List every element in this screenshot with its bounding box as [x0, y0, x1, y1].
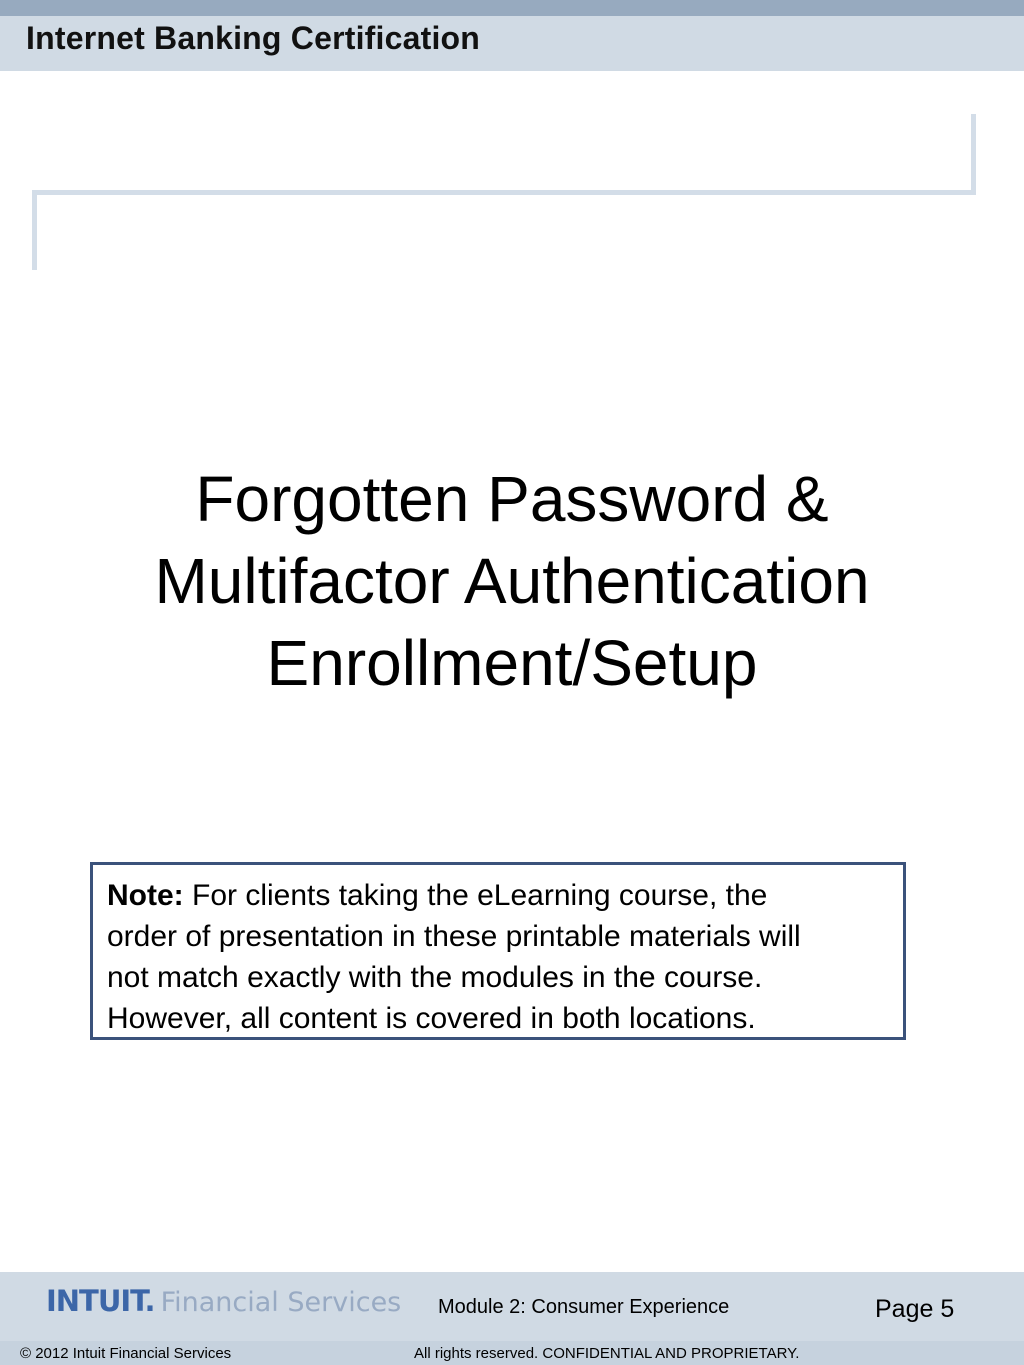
note-line-2: order of presentation in these printable materials will — [107, 920, 801, 953]
rights-text: All rights reserved. CONFIDENTIAL AND PROPRIETARY. — [414, 1345, 800, 1362]
note-line-3: not match exactly with the modules in the course. — [107, 961, 763, 994]
note-line-4: However, all content is covered in both locations. — [107, 1002, 756, 1035]
decorative-frame-right-line — [971, 114, 976, 194]
decorative-frame-horizontal-line — [32, 190, 976, 195]
module-label: Module 2: Consumer Experience — [438, 1296, 730, 1318]
copyright-text: © 2012 Intuit Financial Services — [20, 1345, 232, 1362]
note-line-1 — [107, 875, 889, 916]
note-text-1: For clients taking the eLearning course, the — [183, 879, 768, 912]
slide-title — [0, 458, 1024, 704]
intuit-financial-services-logo — [46, 1284, 401, 1324]
header-title: Internet Banking Certification — [26, 20, 481, 56]
logo-suffix: Financial Services — [160, 1287, 402, 1318]
note-label: Note: — [107, 879, 184, 912]
slide-title-line-1: Forgotten Password & — [195, 463, 829, 535]
slide-title-line-2: Multifactor Authentication — [154, 545, 870, 617]
logo-brand: INTUIT. — [46, 1284, 155, 1318]
note-box — [90, 862, 906, 1040]
slide-title-line-3: Enrollment/Setup — [266, 627, 758, 699]
top-accent-strip — [0, 0, 1024, 16]
page-number: Page 5 — [875, 1295, 955, 1323]
decorative-frame-left-line — [32, 190, 37, 270]
